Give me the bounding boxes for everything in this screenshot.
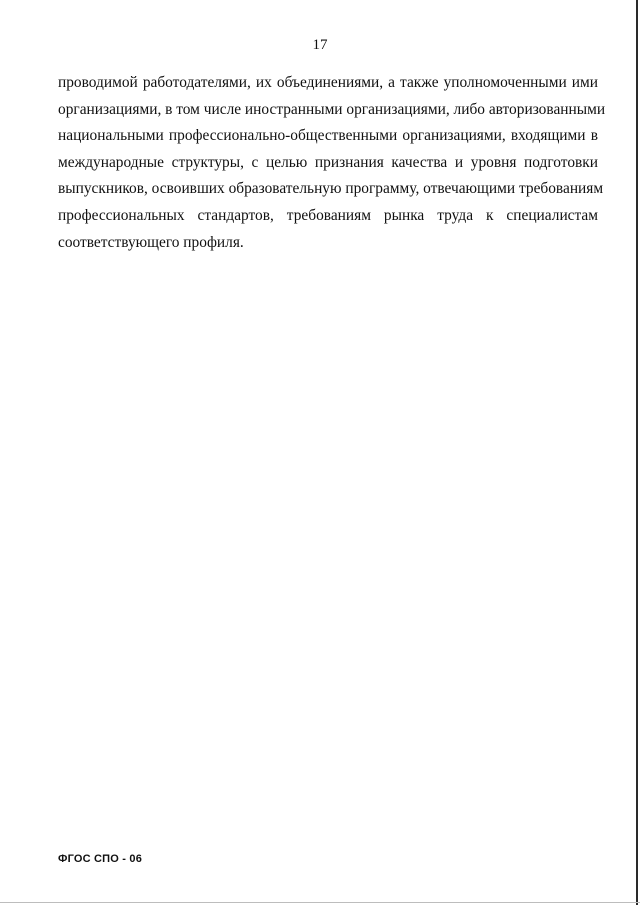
paragraph-line: международные структуры, с целью признания качества и уровня подготовки [58, 153, 598, 171]
footer-document-code: ФГОС СПО - 06 [58, 853, 143, 865]
scan-edge-right [636, 0, 638, 905]
page-number: 17 [312, 37, 328, 53]
scan-edge-bottom [0, 902, 640, 903]
paragraph-line: проводимой работодателями, их объединениями, а также уполномоченными ими [58, 74, 598, 91]
paragraph-line: выпускников, освоивших образовательную программу, отвечающими требованиям [58, 180, 604, 198]
body-paragraph [58, 70, 606, 256]
paragraph-line: национальными профессионально-общественными организациями, входящими в [58, 127, 598, 145]
paragraph-line: организациями, в том числе иностранными организациями, либо авторизованными [58, 100, 606, 118]
paragraph-line: соответствующего профиля. [58, 233, 244, 251]
paragraph-line: профессиональных стандартов, требованиям рынка труда к специалистам [58, 206, 598, 224]
